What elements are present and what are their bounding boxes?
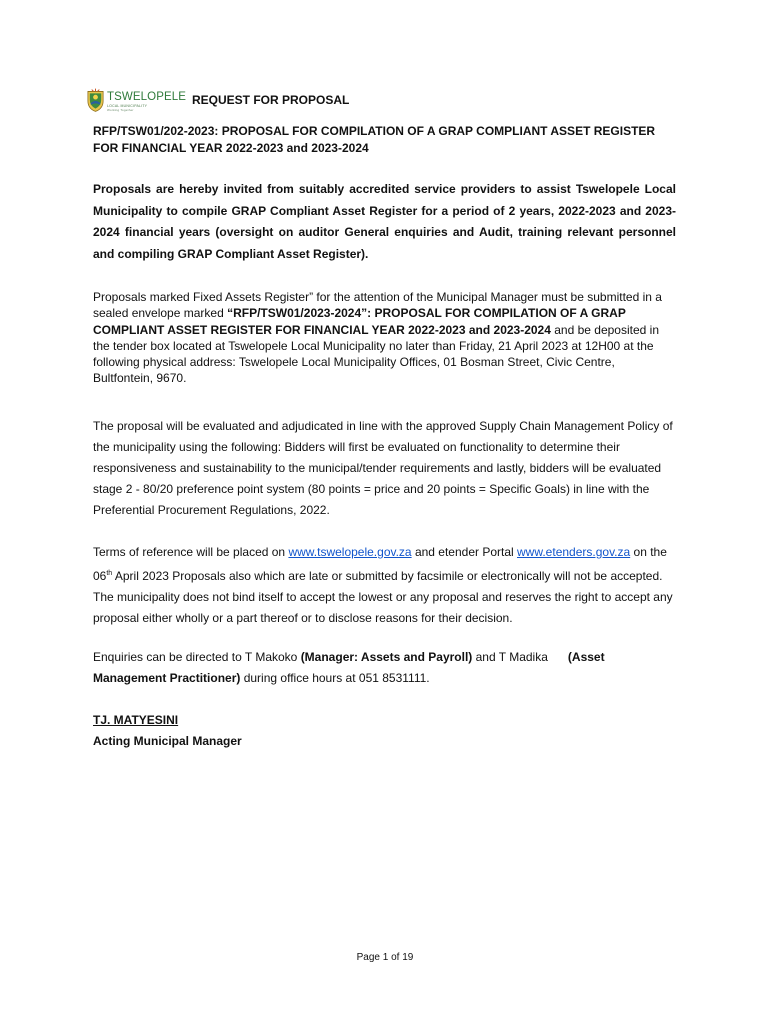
signature-block — [93, 710, 676, 752]
municipality-website-link[interactable]: www.tswelopele.gov.za — [288, 545, 412, 559]
rfp-title: RFP/TSW01/202-2023: PROPOSAL FOR COMPILATION OF A GRAP COMPLIANT ASSET REGISTER FOR FINANCIAL YEAR 2022-2023 and 2023-2024 — [93, 124, 656, 155]
evaluation-paragraph: The proposal will be evaluated and adjudicated in line with the approved Supply Chain Management Policy of the municipality using the following: Bidders will first be evaluated on functionality to determine their responsiveness and sustainability to the municipal/tender requirements and lastly, bidders will be evaluated stage 2 - 80/20 preference point system (80 points = price and 20 points = Specific Goals) in line with the Preferential Procurement Regulations, 2022. — [93, 419, 673, 517]
enquiries-paragraph — [93, 647, 676, 689]
invitation-paragraph: Proposals are hereby invited from suitably accredited service providers to assist Tswelopele Local Municipality to compile GRAP Compliant Asset Register for a period of 2 years, 2022-2023 and 2023-2024 financial years (oversight on auditor General enquiries and Audit, training relevant personnel and compiling GRAP Compliant Asset Register). — [93, 182, 676, 261]
terms-paragraph — [93, 542, 676, 629]
logo-tagline: Working Together — [107, 107, 134, 112]
municipality-logo — [86, 87, 186, 113]
madika-role: (Asset Management Practitioner) — [93, 650, 605, 685]
signatory-title: Acting Municipal Manager — [93, 734, 242, 748]
submission-intro: Proposals marked Fixed Assets Register” for the attention of the Municipal Manager must be submitted in a sealed envelope marked — [93, 290, 662, 321]
signatory-name: TJ. MATYESINI — [93, 713, 179, 727]
logo-subtitle: LOCAL MUNICIPALITY — [107, 104, 148, 109]
terms-part-2: and etender Portal — [411, 545, 518, 559]
enquiries-part-3: during office hours at 051 8531111. — [240, 671, 430, 685]
terms-part-1: Terms of reference will be placed on — [93, 545, 289, 559]
submission-details: and be deposited in the tender box located at Tswelopele Local Municipality no later than Friday, 21 April 2023 at 12H00 at the following physical address: Tswelopele Local Municipality Offices, 01 Bosman Street, Civic Centre, Bultfontein, 9670. — [93, 322, 659, 386]
logo-name: TSWELOPELE — [107, 91, 186, 104]
submission-paragraph — [93, 289, 676, 387]
makoko-role: (Manager: Assets and Payroll) — [300, 650, 473, 664]
ordinal-suffix: th — [106, 570, 113, 577]
terms-part-3: on the 06 — [93, 545, 667, 583]
enquiries-part-1: Enquiries can be directed to T Makoko — [93, 650, 301, 664]
document-header — [86, 86, 349, 114]
terms-part-4: April 2023 Proposals also which are late or submitted by facsimile or electronically will not be accepted. The municipality does not bind itself to accept the lowest or any proposal and reserves the right to accept any proposal either wholly or a part thereof or to disclose reasons for their decision. — [93, 569, 673, 625]
crest-icon — [86, 87, 105, 113]
page-number: Page 1 of 19 — [356, 952, 414, 963]
document-title: REQUEST FOR PROPOSAL — [192, 93, 350, 107]
submission-reference: “RFP/TSW01/2023-2024”: PROPOSAL FOR COMPILATION OF A GRAP COMPLIANT ASSET REGISTER FOR FINANCIAL YEAR 2022-2023 and 2023-2024 — [93, 306, 626, 337]
enquiries-part-2: and T Madika — [472, 650, 568, 664]
etenders-portal-link[interactable]: www.etenders.gov.za — [517, 545, 631, 559]
